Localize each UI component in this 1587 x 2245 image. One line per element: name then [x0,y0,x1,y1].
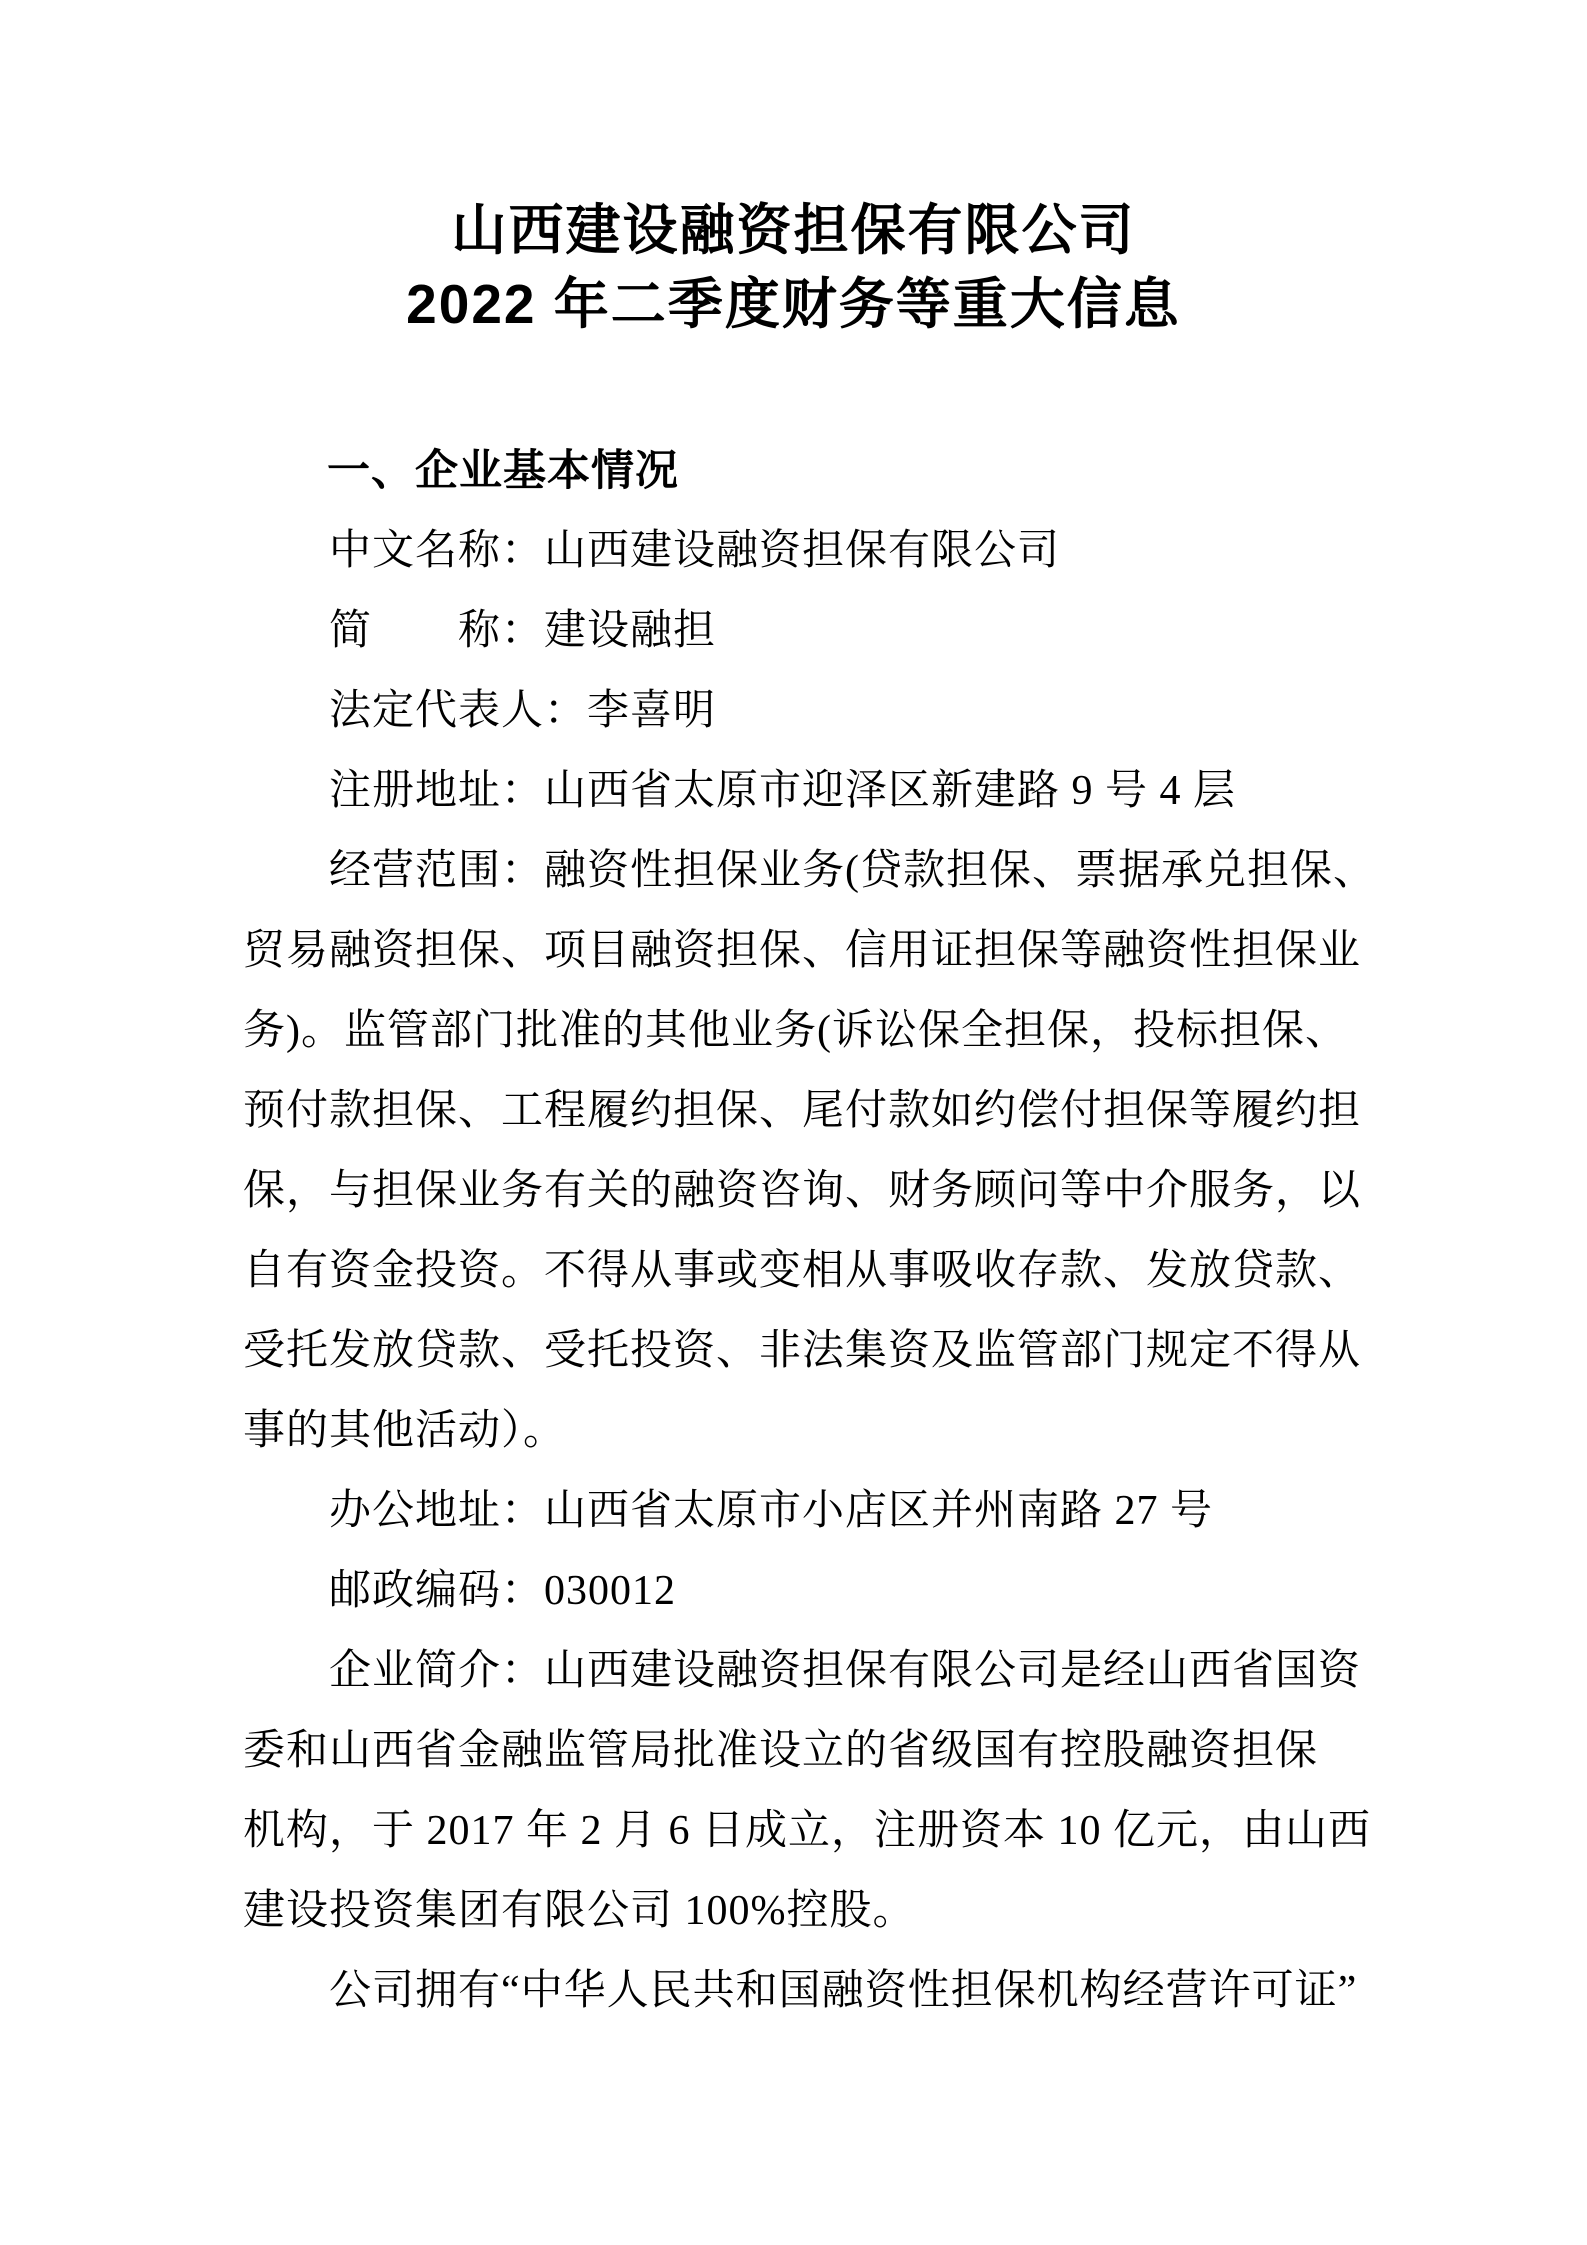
body-line: 保，与担保业务有关的融资咨询、财务顾问等中介服务，以 [243,1168,1362,1214]
line-chinese-name: 中文名称：山西建设融资担保有限公司 [329,528,1061,574]
body-line: 机构，于 2017 年 2 月 6 日成立，注册资本 10 亿元，由山西 [243,1808,1372,1854]
body-line: 建设投资集团有限公司 100%控股。 [243,1888,916,1934]
line-office-address: 办公地址：山西省太原市小店区并州南路 27 号 [329,1488,1214,1534]
section-heading-basic-info: 一、企业基本情况 [327,447,679,495]
line-business-scope: 经营范围：融资性担保业务(贷款担保、票据承兑担保、 [329,848,1376,894]
title-line-2: 2022 年二季度财务等重大信息 [406,273,1181,335]
body-line: 委和山西省金融监管局批准设立的省级国有控股融资担保 [243,1728,1319,1774]
body-line: 贸易融资担保、项目融资担保、信用证担保等融资性担保业 [243,928,1362,974]
line-registered-address: 注册地址：山西省太原市迎泽区新建路 9 号 4 层 [329,768,1237,814]
body-line: 受托发放贷款、受托投资、非法集资及监管部门规定不得从 [243,1328,1362,1374]
body-line: 务)。监管部门批准的其他业务(诉讼保全担保，投标担保、 [243,1008,1348,1054]
document-title [0,193,1587,341]
line-postal-code: 邮政编码：030012 [329,1568,677,1614]
line-abbreviation: 简 称：建设融担 [329,608,717,654]
title-line-1: 山西建设融资担保有限公司 [451,199,1136,261]
line-license-statement: 公司拥有“中华人民共和国融资性担保机构经营许可证” [329,1968,1358,2014]
document-body [243,511,1423,2031]
body-line: 预付款担保、工程履约担保、尾付款如约偿付担保等履约担 [243,1088,1362,1134]
line-legal-representative: 法定代表人：李喜明 [329,688,717,734]
line-company-profile: 企业简介：山西建设融资担保有限公司是经山西省国资 [329,1648,1362,1694]
body-line: 自有资金投资。不得从事或变相从事吸收存款、发放贷款、 [243,1248,1362,1294]
body-line: 事的其他活动）。 [243,1408,567,1454]
